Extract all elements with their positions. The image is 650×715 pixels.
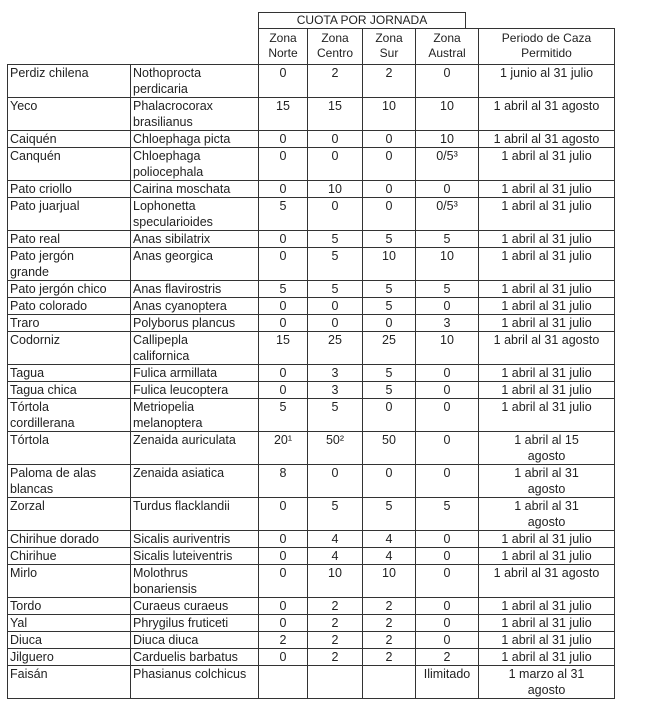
quota-austral-cell: 0	[416, 531, 479, 548]
common-name-cell: Traro	[8, 315, 131, 332]
quota-sur-cell: 5	[363, 281, 416, 298]
quota-sur-cell: 0	[363, 198, 416, 231]
hunting-period-cell: 1 abril al 15 agosto	[479, 432, 615, 465]
quota-centro-cell: 2	[308, 649, 363, 666]
table-row	[8, 281, 615, 298]
scientific-name-cell: Anas georgica	[131, 248, 259, 281]
quota-centro-cell: 3	[308, 382, 363, 399]
column-header-periodo: Periodo de Caza Permitido	[478, 28, 615, 65]
hunting-period-cell: 1 abril al 31 julio	[479, 399, 615, 432]
scientific-name-cell: Phasianus colchicus	[131, 666, 259, 699]
common-name-cell: Paloma de alas blancas	[8, 465, 131, 498]
common-name-cell: Chirihue	[8, 548, 131, 565]
quota-centro-cell: 10	[308, 565, 363, 598]
scientific-name-cell: Sicalis luteiventris	[131, 548, 259, 565]
hunting-period-cell: 1 abril al 31 julio	[479, 632, 615, 649]
hunting-period-cell: 1 abril al 31 agosto	[479, 498, 615, 531]
quota-centro-cell: 25	[308, 332, 363, 365]
quota-sur-cell: 10	[363, 565, 416, 598]
quota-austral-cell: 10	[416, 131, 479, 148]
quota-norte-cell: 0	[259, 548, 308, 565]
quota-sur-cell: 4	[363, 548, 416, 565]
scientific-name-cell: Anas flavirostris	[131, 281, 259, 298]
common-name-cell: Zorzal	[8, 498, 131, 531]
table-row	[8, 181, 615, 198]
common-name-cell: Perdiz chilena	[8, 65, 131, 98]
quota-austral-cell: 0	[416, 65, 479, 98]
hunting-period-cell: 1 abril al 31 julio	[479, 298, 615, 315]
quota-norte-cell: 5	[259, 399, 308, 432]
quota-sur-cell: 4	[363, 531, 416, 548]
common-name-cell: Pato colorado	[8, 298, 131, 315]
quota-austral-cell: 10	[416, 248, 479, 281]
table-body	[8, 65, 615, 699]
hunting-quota-table	[7, 64, 615, 699]
quota-austral-cell: 5	[416, 498, 479, 531]
quota-norte-cell: 8	[259, 465, 308, 498]
table-row	[8, 399, 615, 432]
quota-norte-cell: 0	[259, 315, 308, 332]
quota-austral-cell: 5	[416, 231, 479, 248]
quota-centro-cell: 2	[308, 615, 363, 632]
quota-norte-cell: 0	[259, 231, 308, 248]
quota-centro-cell: 15	[308, 98, 363, 131]
quota-norte-cell: 0	[259, 382, 308, 399]
quota-sur-cell: 2	[363, 649, 416, 666]
hunting-period-cell: 1 abril al 31 julio	[479, 198, 615, 231]
quota-sur-cell: 2	[363, 632, 416, 649]
hunting-period-cell: 1 abril al 31 agosto	[479, 465, 615, 498]
quota-sur-cell: 5	[363, 382, 416, 399]
hunting-period-cell: 1 abril al 31 julio	[479, 365, 615, 382]
table-row	[8, 615, 615, 632]
table-row	[8, 315, 615, 332]
table-row	[8, 531, 615, 548]
quota-norte-cell: 15	[259, 98, 308, 131]
quota-norte-cell: 5	[259, 281, 308, 298]
hunting-period-cell: 1 abril al 31 julio	[479, 281, 615, 298]
table-row	[8, 465, 615, 498]
hunting-period-cell: 1 abril al 31 julio	[479, 531, 615, 548]
hunting-period-cell: 1 abril al 31 julio	[479, 231, 615, 248]
scientific-name-cell: Curaeus curaeus	[131, 598, 259, 615]
column-header-zona-austral: Zona Austral	[415, 28, 479, 65]
common-name-cell: Diuca	[8, 632, 131, 649]
quota-norte-cell: 0	[259, 498, 308, 531]
quota-austral-cell: 0	[416, 465, 479, 498]
scientific-name-cell: Metriopelia melanoptera	[131, 399, 259, 432]
scientific-name-cell: Diuca diuca	[131, 632, 259, 649]
common-name-cell: Tagua chica	[8, 382, 131, 399]
common-name-cell: Tagua	[8, 365, 131, 382]
quota-centro-cell: 2	[308, 632, 363, 649]
scientific-name-cell: Callipepla californica	[131, 332, 259, 365]
scientific-name-cell: Sicalis auriventris	[131, 531, 259, 548]
quota-norte-cell: 0	[259, 65, 308, 98]
quota-centro-cell: 0	[308, 465, 363, 498]
common-name-cell: Pato jergón grande	[8, 248, 131, 281]
hunting-period-cell: 1 abril al 31 agosto	[479, 131, 615, 148]
quota-centro-cell: 5	[308, 231, 363, 248]
common-name-cell: Codorniz	[8, 332, 131, 365]
scientific-name-cell: Phrygilus fruticeti	[131, 615, 259, 632]
hunting-period-cell: 1 abril al 31 agosto	[479, 565, 615, 598]
table-row	[8, 248, 615, 281]
quota-sur-cell: 5	[363, 298, 416, 315]
common-name-cell: Tórtola cordillerana	[8, 399, 131, 432]
common-name-cell: Yal	[8, 615, 131, 632]
quota-austral-cell: 0	[416, 432, 479, 465]
quota-centro-cell: 5	[308, 498, 363, 531]
quota-norte-cell: 0	[259, 649, 308, 666]
scientific-name-cell: Polyborus plancus	[131, 315, 259, 332]
table-row	[8, 365, 615, 382]
quota-norte-cell	[259, 666, 308, 699]
quota-austral-cell: Ilimitado	[416, 666, 479, 699]
hunting-period-cell: 1 abril al 31 julio	[479, 649, 615, 666]
quota-austral-cell: 0	[416, 382, 479, 399]
quota-norte-cell: 0	[259, 531, 308, 548]
quota-sur-cell: 2	[363, 65, 416, 98]
quota-norte-cell: 0	[259, 248, 308, 281]
quota-sur-cell	[363, 666, 416, 699]
quota-centro-cell: 5	[308, 281, 363, 298]
quota-sur-cell: 50	[363, 432, 416, 465]
quota-austral-cell: 0	[416, 399, 479, 432]
quota-sur-cell: 0	[363, 399, 416, 432]
table-row	[8, 131, 615, 148]
quota-norte-cell: 0	[259, 598, 308, 615]
table-row	[8, 148, 615, 181]
quota-sur-cell: 5	[363, 498, 416, 531]
hunting-period-cell: 1 abril al 31 julio	[479, 248, 615, 281]
common-name-cell: Tordo	[8, 598, 131, 615]
table-row	[8, 666, 615, 699]
table-row	[8, 598, 615, 615]
table-row	[8, 298, 615, 315]
table-row	[8, 98, 615, 131]
quota-austral-cell: 0	[416, 548, 479, 565]
table-row	[8, 432, 615, 465]
scientific-name-cell: Lophonetta specularioides	[131, 198, 259, 231]
quota-centro-cell: 10	[308, 181, 363, 198]
table-row	[8, 565, 615, 598]
quota-norte-cell: 0	[259, 298, 308, 315]
quota-centro-cell: 50²	[308, 432, 363, 465]
quota-header: CUOTA POR JORNADA	[258, 12, 466, 29]
quota-austral-cell: 0	[416, 298, 479, 315]
hunting-period-cell: 1 abril al 31 julio	[479, 148, 615, 181]
quota-centro-cell: 3	[308, 365, 363, 382]
quota-austral-cell: 3	[416, 315, 479, 332]
common-name-cell: Faisán	[8, 666, 131, 699]
quota-sur-cell: 10	[363, 248, 416, 281]
hunting-period-cell: 1 abril al 31 agosto	[479, 98, 615, 131]
quota-sur-cell: 0	[363, 465, 416, 498]
quota-norte-cell: 2	[259, 632, 308, 649]
quota-sur-cell: 2	[363, 598, 416, 615]
quota-centro-cell: 5	[308, 248, 363, 281]
scientific-name-cell: Phalacrocorax brasilianus	[131, 98, 259, 131]
common-name-cell: Pato real	[8, 231, 131, 248]
quota-centro-cell: 0	[308, 315, 363, 332]
quota-centro-cell: 0	[308, 131, 363, 148]
scientific-name-cell: Cairina moschata	[131, 181, 259, 198]
common-name-cell: Pato jergón chico	[8, 281, 131, 298]
scientific-name-cell: Fulica leucoptera	[131, 382, 259, 399]
quota-centro-cell	[308, 666, 363, 699]
quota-austral-cell: 10	[416, 332, 479, 365]
quota-sur-cell: 0	[363, 148, 416, 181]
table-row	[8, 382, 615, 399]
column-header-zona-sur: Zona Sur	[362, 28, 416, 65]
hunting-period-cell: 1 junio al 31 julio	[479, 65, 615, 98]
quota-sur-cell: 2	[363, 615, 416, 632]
quota-austral-cell: 0	[416, 598, 479, 615]
hunting-period-cell: 1 abril al 31 agosto	[479, 332, 615, 365]
quota-austral-cell: 0/5³	[416, 198, 479, 231]
quota-sur-cell: 0	[363, 181, 416, 198]
quota-austral-cell: 5	[416, 281, 479, 298]
quota-norte-cell: 0	[259, 565, 308, 598]
scientific-name-cell: Molothrus bonariensis	[131, 565, 259, 598]
quota-norte-cell: 5	[259, 198, 308, 231]
scientific-name-cell: Anas sibilatrix	[131, 231, 259, 248]
common-name-cell: Canquén	[8, 148, 131, 181]
scientific-name-cell: Zenaida asiatica	[131, 465, 259, 498]
table-row	[8, 498, 615, 531]
scientific-name-cell: Turdus flacklandii	[131, 498, 259, 531]
scientific-name-cell: Anas cyanoptera	[131, 298, 259, 315]
hunting-period-cell: 1 abril al 31 julio	[479, 315, 615, 332]
scientific-name-cell: Chloephaga picta	[131, 131, 259, 148]
quota-norte-cell: 20¹	[259, 432, 308, 465]
quota-norte-cell: 0	[259, 181, 308, 198]
quota-austral-cell: 0	[416, 615, 479, 632]
quota-austral-cell: 2	[416, 649, 479, 666]
quota-norte-cell: 0	[259, 131, 308, 148]
scientific-name-cell: Zenaida auriculata	[131, 432, 259, 465]
scientific-name-cell: Carduelis barbatus	[131, 649, 259, 666]
hunting-period-cell: 1 abril al 31 julio	[479, 548, 615, 565]
scientific-name-cell: Nothoprocta perdicaria	[131, 65, 259, 98]
quota-norte-cell: 0	[259, 365, 308, 382]
quota-sur-cell: 0	[363, 131, 416, 148]
table-row	[8, 231, 615, 248]
hunting-period-cell: 1 abril al 31 julio	[479, 382, 615, 399]
quota-centro-cell: 2	[308, 598, 363, 615]
hunting-period-cell: 1 abril al 31 julio	[479, 181, 615, 198]
quota-centro-cell: 2	[308, 65, 363, 98]
quota-norte-cell: 0	[259, 615, 308, 632]
common-name-cell: Tórtola	[8, 432, 131, 465]
hunting-period-cell: 1 marzo al 31 agosto	[479, 666, 615, 699]
quota-sur-cell: 5	[363, 231, 416, 248]
column-header-zona-centro: Zona Centro	[307, 28, 363, 65]
quota-austral-cell: 0	[416, 632, 479, 649]
quota-centro-cell: 4	[308, 548, 363, 565]
table-row	[8, 632, 615, 649]
table-row	[8, 548, 615, 565]
scientific-name-cell: Fulica armillata	[131, 365, 259, 382]
quota-austral-cell: 0/5³	[416, 148, 479, 181]
common-name-cell: Pato juarjual	[8, 198, 131, 231]
common-name-cell: Jilguero	[8, 649, 131, 666]
quota-centro-cell: 5	[308, 399, 363, 432]
quota-austral-cell: 0	[416, 365, 479, 382]
common-name-cell: Mirlo	[8, 565, 131, 598]
quota-norte-cell: 0	[259, 148, 308, 181]
quota-sur-cell: 0	[363, 315, 416, 332]
common-name-cell: Pato criollo	[8, 181, 131, 198]
quota-austral-cell: 0	[416, 565, 479, 598]
quota-norte-cell: 15	[259, 332, 308, 365]
hunting-period-cell: 1 abril al 31 julio	[479, 615, 615, 632]
common-name-cell: Chirihue dorado	[8, 531, 131, 548]
quota-centro-cell: 0	[308, 298, 363, 315]
quota-austral-cell: 10	[416, 98, 479, 131]
common-name-cell: Caiquén	[8, 131, 131, 148]
table-row	[8, 65, 615, 98]
quota-centro-cell: 0	[308, 148, 363, 181]
table-row	[8, 198, 615, 231]
quota-sur-cell: 5	[363, 365, 416, 382]
quota-sur-cell: 25	[363, 332, 416, 365]
table-row	[8, 332, 615, 365]
quota-centro-cell: 0	[308, 198, 363, 231]
scientific-name-cell: Chloephaga poliocephala	[131, 148, 259, 181]
hunting-period-cell: 1 abril al 31 julio	[479, 598, 615, 615]
quota-centro-cell: 4	[308, 531, 363, 548]
quota-sur-cell: 10	[363, 98, 416, 131]
column-header-zona-norte: Zona Norte	[258, 28, 308, 65]
quota-austral-cell: 0	[416, 181, 479, 198]
table-row	[8, 649, 615, 666]
common-name-cell: Yeco	[8, 98, 131, 131]
